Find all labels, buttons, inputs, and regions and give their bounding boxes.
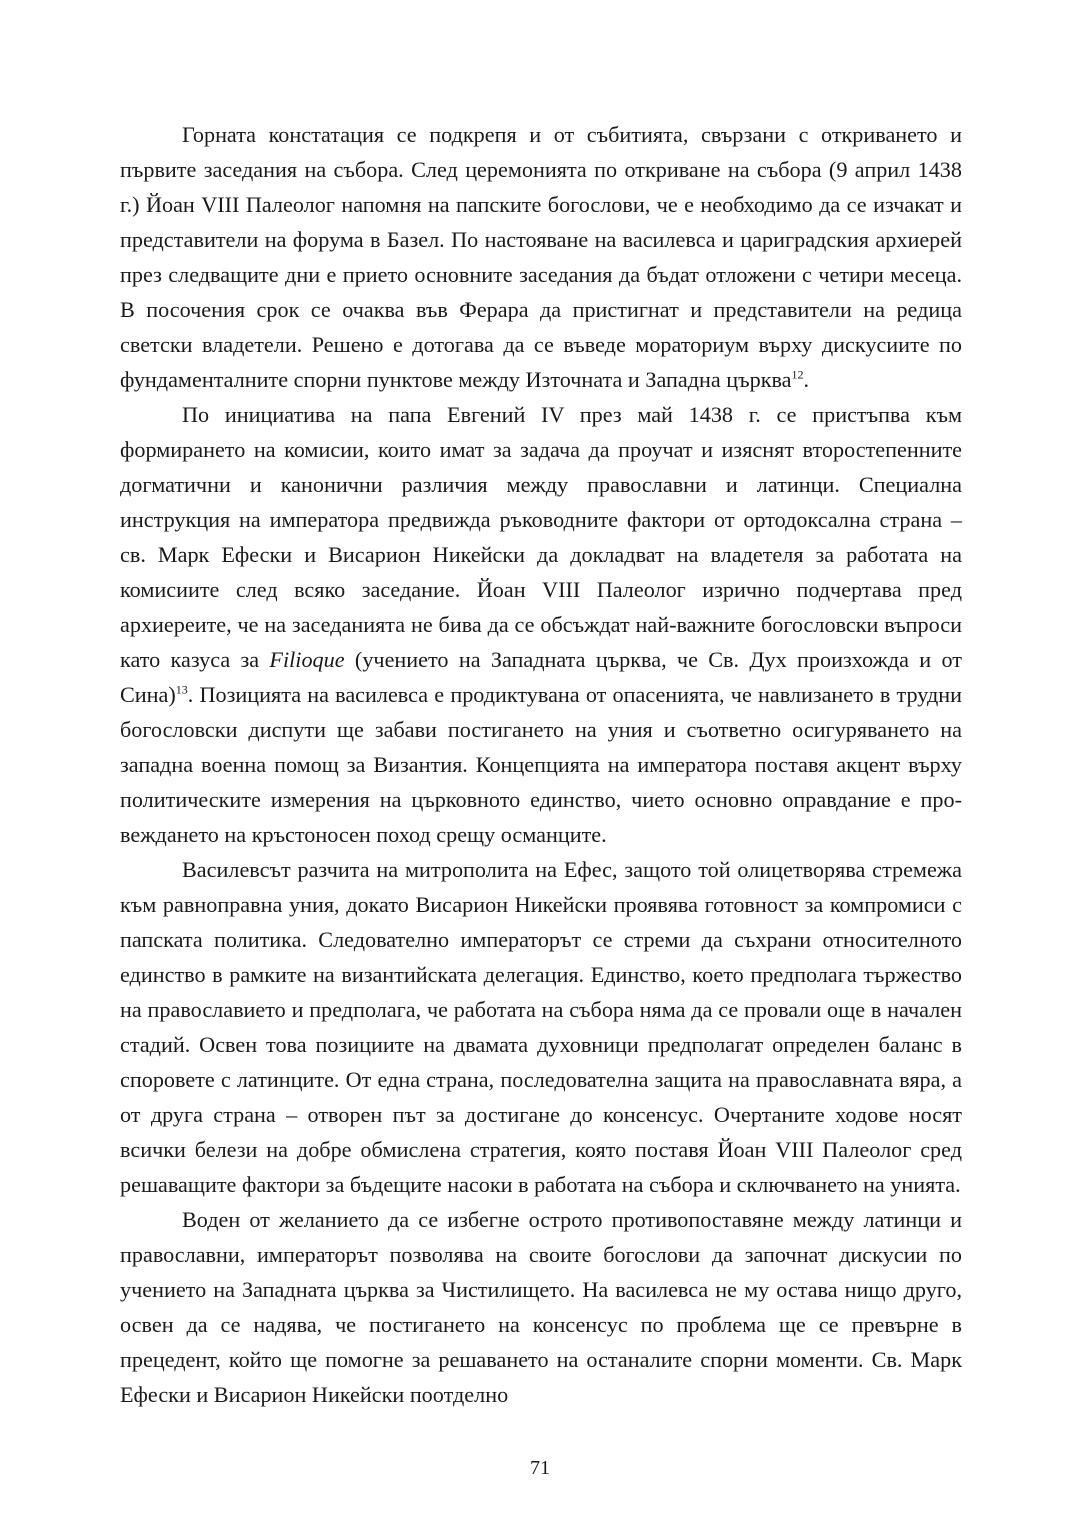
paragraph-1-text-a: Горната констатация се подкрепя и от събитията, свързани с откриването и първите заседания на събора. След церемонията по откриване на събора (9 април 1438 г.) Йоан VIII Палеолог напомня на папските богослови, че е необходимо да се изчакат и представители на форума в Базел. По настояване на василевса и цариградския архиерей през следващите дни е прието основните заседания да бъдат отложени с четири месеца. В посочения срок се очаква във Ферара да пристигнат и представители на редица светски владетели. Решено е дотогава да се въведе мораториум върху дискусиите по фундаменталните спорни пунктове между Източната и Западна църква bbox=[120, 122, 962, 392]
paragraph-3-text: Василевсът разчита на митрополита на Ефес, защото той олицетворява стремежа към равноправна уния, докато Висарион Никейски проявява готовност за компромиси с папската политика. Следователно императорът се стреми да съхрани относителното единство в рамките на византийската делегация. Единство, което предполага тържество на православието и предполага, че работата на събора няма да се провали още в начален стадий. Освен това позициите на двамата духовници предполагат определен баланс в споровете с латинците. От една страна, последователна защита на православната вяра, а от друга страна – отворен път за достигане до консенсус. Очертаните ходове носят всички белези на добре обмислена стратегия, която поставя Йоан VIII Палеолог сред решаващите фактори за бъдещите насоки в работата на събора и сключването на унията. bbox=[120, 857, 962, 1197]
page-number: 71 bbox=[530, 1457, 550, 1479]
paragraph-4-text: Воден от желанието да се избегне острото противопоставяне между латинци и православни, императорът позволява на своите богослови да започнат дискусии по учението на Западната църква за Чистилището. На василевса не му остава нищо друго, освен да се надява, че постигането на консенсус по проблема ще се превърне в прецедент, който ще помогне за решаването на останалите спорни моменти. Св. Марк Ефески и Висарион Никейски поотделно bbox=[120, 1207, 962, 1407]
paragraph-3 bbox=[120, 852, 962, 1202]
body-text bbox=[120, 117, 962, 1412]
paragraph-1-text-b: . bbox=[803, 367, 810, 392]
paragraph-1 bbox=[120, 117, 962, 397]
paragraph-2-text-c: . Позицията на василевса е продиктувана от опасенията, че навлизането в трудни богословски диспути ще забави постигането на уния и съответно осигуряването на западна военна помощ за Византия. Концепцията на императора поставя акцент върху политическите измерения на църковното единство, чието основно оправдание е провеждането на кръстоносен поход срещу османците. bbox=[120, 682, 962, 847]
paragraph-4 bbox=[120, 1202, 962, 1412]
paragraph-2-text-a: По инициатива на папа Евгений IV през май 1438 г. се пристъпва към формирането на комисии, които имат за задача да проучат и изяснят второстепенните догматични и канонични различия между православни и латинци. Специална инструкция на императора предвижда ръководните фактори от ортодоксална страна – св. Марк Ефески и Висарион Никейски да докладват на владетеля за работата на комисиите след всяко заседание. Йоан VIII Палеолог изрично подчертава пред архиереите, че на заседанията не бива да се обсъждат най-важните богословски въпроси като казуса за bbox=[120, 402, 962, 672]
footnote-ref-12[interactable]: 12 bbox=[791, 367, 804, 382]
paragraph-2 bbox=[120, 397, 962, 852]
paragraph-2-text-b: (учението на Западната църква, че Св. Дух произхожда и от Сина) bbox=[120, 647, 962, 707]
filioque-term: Filioque bbox=[269, 647, 345, 672]
footnote-ref-13[interactable]: 13 bbox=[175, 682, 188, 697]
